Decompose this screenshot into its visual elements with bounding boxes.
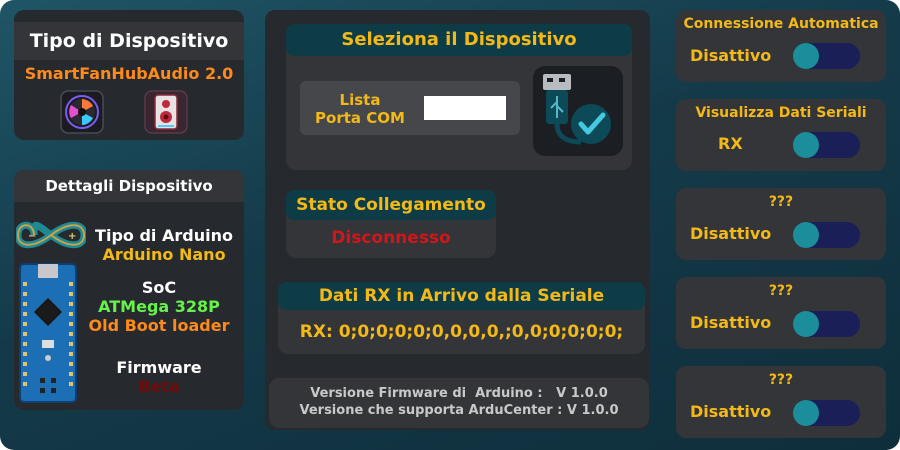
serial-view-panel [676,99,886,171]
rx-data-value: RX: 0;0;0;0;0;0,0,0,0,;0,0;0;0;0;0; [299,322,624,342]
connection-status-panel [286,190,496,258]
svg-text:+: + [68,231,77,242]
svg-text:−: − [28,231,37,242]
toggle-knob [793,400,819,426]
rx-data-panel [278,282,645,354]
device-type-title: Tipo di Dispositivo [14,22,244,60]
speaker-icon[interactable] [144,90,188,134]
soc-value: ATMega 328P [98,297,220,316]
option-4-panel [676,277,886,349]
option-5-panel [676,366,886,438]
toggle-knob [793,43,819,69]
auto-connect-state: Disattivo [690,46,772,65]
com-port-select[interactable] [424,96,506,120]
firmware-value: Beta [138,377,180,396]
com-port-label-line1: Lista [339,91,381,109]
option-3-toggle[interactable] [794,222,860,248]
fan-icon[interactable] [60,90,104,134]
toggle-knob [793,222,819,248]
connection-status-title: Stato Collegamento [286,190,496,220]
rx-data-title: Dati RX in Arrivo dalla Seriale [278,282,645,310]
option-3-panel [676,188,886,260]
option-4-title: ??? [768,283,794,299]
serial-view-toggle[interactable] [794,132,860,158]
option-5-state: Disattivo [690,402,772,421]
toggle-knob [793,132,819,158]
device-details-title: Dettagli Dispositivo [14,170,244,202]
option-5-title: ??? [768,372,794,388]
arduino-type-label: Tipo di Arduino [95,226,233,245]
firmware-label: Firmware [116,358,202,377]
auto-connect-toggle[interactable] [794,43,860,69]
toggle-knob [793,311,819,337]
option-4-toggle[interactable] [794,311,860,337]
arduino-type-value: Arduino Nano [102,245,226,264]
serial-view-title: Visualizza Dati Seriali [695,105,867,121]
serial-view-state: RX [718,134,743,153]
soc-label: SoC [141,278,177,297]
option-3-state: Disattivo [690,224,772,243]
select-device-title: Seleziona il Dispositivo [286,24,632,56]
device-type-panel [14,10,244,140]
device-details-panel [14,170,244,410]
option-3-title: ??? [768,194,794,210]
auto-connect-title: Connessione Automatica [683,16,879,32]
soc-bootloader: Old Boot loader [88,316,230,335]
usb-check-icon[interactable] [533,66,623,156]
version-panel [269,378,649,428]
connection-status-value: Disconnesso [331,228,451,248]
com-port-box [300,81,520,135]
arduino-logo-icon [16,214,86,256]
select-device-panel [286,24,632,170]
arducenter-version: Versione che supporta ArduCenter : V 1.0.0 [299,403,619,418]
com-port-label-line2: Porta COM [315,109,405,127]
firmware-version: Versione Firmware di Arduino : V 1.0.0 [310,386,608,401]
option-5-toggle[interactable] [794,400,860,426]
device-name: SmartFanHubAudio 2.0 [24,64,234,83]
option-4-state: Disattivo [690,313,772,332]
auto-connect-panel [676,10,886,82]
arduino-nano-board-icon [18,262,78,404]
